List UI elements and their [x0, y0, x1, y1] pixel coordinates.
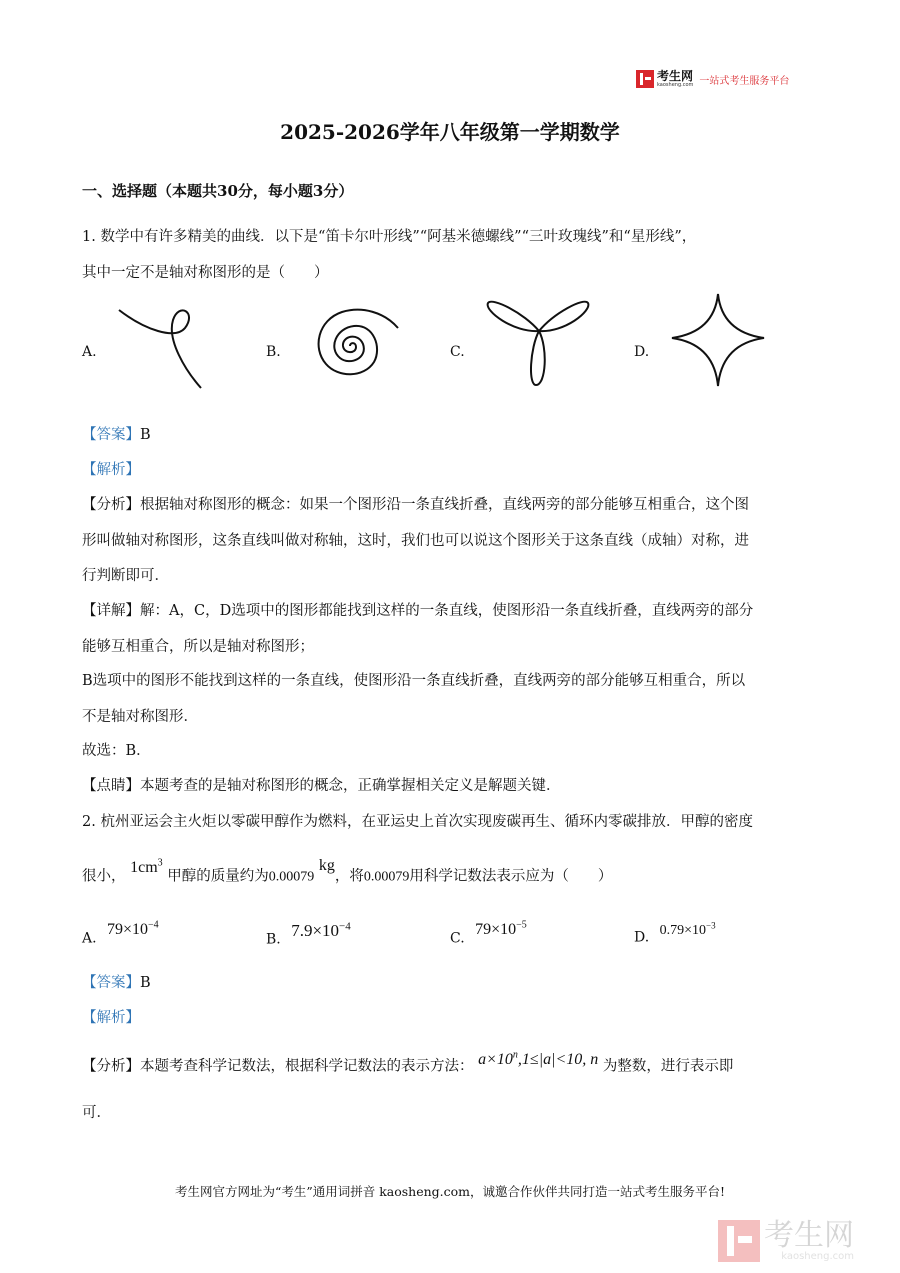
- q2-option-c-label: C.: [450, 930, 465, 947]
- q2-fenxi-label: 【分析】: [82, 1058, 140, 1075]
- q2-analysis-label: 【解析】: [82, 1010, 140, 1026]
- watermark-sub: kaosheng.com: [781, 1250, 854, 1262]
- q2-option-a-value: [107, 921, 159, 938]
- q2-unit: kg: [318, 857, 335, 875]
- q2-formula: [478, 1051, 598, 1068]
- q2-text-b: 甲醇的质量约为: [167, 868, 269, 885]
- page-title: 2025-2026学年八年级第一学期数学: [280, 120, 620, 144]
- q2-stem-line2: [82, 858, 822, 891]
- analysis-label: 【解析】: [82, 462, 140, 478]
- q2-option-d-value: [659, 920, 716, 938]
- q1-analysis-label: [82, 459, 822, 481]
- q2-volume: [130, 859, 163, 876]
- q1-dianjing: [82, 775, 822, 797]
- section-heading: 一、选择题（本题共30分，每小题3分）: [82, 182, 354, 200]
- q2-volume-base: 1cm: [130, 859, 158, 877]
- q2-option-a-base: 79×10: [107, 921, 149, 939]
- q1-xiangjie-line2: 能够互相重合，所以是轴对称图形；: [82, 639, 314, 655]
- q1-choose: 故选：B．: [82, 743, 151, 759]
- q2-mass: 0.00079: [268, 869, 315, 885]
- q2-option-b: [266, 920, 351, 949]
- q1-fenxi-line3: 行判断即可．: [82, 568, 169, 584]
- q2-text-d: 用科学记数法表示应为（ ）: [409, 868, 613, 885]
- fenxi-label: 【分析】: [82, 497, 140, 513]
- q1-option-a-label: A.: [82, 344, 97, 360]
- q2-option-d: [634, 920, 716, 947]
- q2-option-b-label: B.: [266, 931, 281, 948]
- q2-fenxi-line1: [82, 1048, 822, 1080]
- q2-option-b-value: [291, 921, 351, 940]
- answer-label: 【答案】: [82, 427, 140, 443]
- q1-stem-line2: 其中一定不是轴对称图形的是（ ）: [82, 265, 329, 281]
- astroid-figure: [668, 292, 768, 388]
- q2-answer-label: 【答案】: [82, 975, 140, 991]
- q2-answer: [82, 972, 822, 994]
- q1-xiangjie-line3: B选项中的图形不能找到这样的一条直线，使图形沿一条直线折叠，直线两旁的部分能够互相重合，所以: [82, 673, 746, 689]
- q2-option-b-exp: −4: [339, 920, 351, 932]
- answer-value: B: [140, 427, 151, 443]
- q2-text-a: 很小，: [82, 868, 126, 885]
- watermark-text: 考生网: [764, 1217, 854, 1253]
- xiangjie-text: 解：A，C，D选项中的图形都能找到这样的一条直线，使图形沿一条直线折叠，直线两旁的部分: [140, 603, 754, 619]
- q2-option-c: [450, 920, 527, 947]
- logo-text: [657, 70, 693, 88]
- q2-stem-line1: 2. 杭州亚运会主火炬以零碳甲醇作为燃料，在亚运史上首次实现废碳再生、循环内零碳排放．甲醇的密度: [82, 814, 753, 830]
- q1-xiangjie-line1: [82, 600, 822, 622]
- xiangjie-label: 【详解】: [82, 603, 140, 619]
- q2-formula-rest: ,1≤|a|<10, n: [517, 1051, 599, 1069]
- q2-option-a: [82, 920, 159, 947]
- logo-slogan: 一站式考生服务平台: [699, 75, 790, 87]
- header-logo: [636, 70, 789, 88]
- q2-option-a-exp: −4: [148, 920, 159, 931]
- q2-option-c-base: 79×10: [475, 921, 517, 939]
- q2-option-b-base: 7.9×10: [291, 920, 340, 940]
- q1-option-b-label: B.: [266, 344, 281, 360]
- dianjing-text: 本题考查的是轴对称图形的概念，正确掌握相关定义是解题关键．: [140, 778, 561, 794]
- q2-option-d-base: 0.79×10: [659, 922, 707, 938]
- q1-answer: [82, 424, 822, 446]
- kaosheng-logo-icon: [636, 70, 654, 88]
- q2-volume-exp: 3: [157, 858, 163, 869]
- watermark: [718, 1217, 854, 1262]
- q2-option-c-value: [475, 921, 527, 938]
- logo-name: 考生网: [657, 69, 694, 83]
- q2-answer-value: B: [140, 975, 151, 991]
- three-leaf-rose-figure: [484, 293, 594, 389]
- watermark-logo-icon: [718, 1220, 760, 1262]
- q2-fenxi-line2: 可．: [82, 1105, 111, 1121]
- q1-option-c-label: C.: [450, 344, 465, 360]
- q2-text-c: ，将: [334, 868, 364, 885]
- page-footer: 考生网官方网址为“考生”通用词拼音 kaosheng.com，诚邀合作伙伴共同打造一站式考生服务平台!: [174, 1184, 726, 1199]
- q2-formula-base: a×10: [478, 1051, 513, 1069]
- q2-fenxi-text: 本题考查科学记数法，根据科学记数法的表示方法：: [140, 1058, 474, 1075]
- folium-curve-figure: [115, 300, 215, 392]
- q1-xiangjie-line4: 不是轴对称图形．: [82, 709, 198, 725]
- logo-sub: kaosheng.com: [657, 82, 694, 88]
- dianjing-label: 【点睛】: [82, 778, 140, 794]
- archimedean-spiral-figure: [298, 298, 408, 388]
- q1-option-d-label: D.: [634, 344, 650, 360]
- fenxi-text: 根据轴对称图形的概念：如果一个图形沿一条直线折叠，直线两旁的部分能够互相重合，这个图: [140, 497, 749, 513]
- watermark-text-block: [760, 1217, 854, 1262]
- q2-formula-exp: n: [512, 1050, 518, 1061]
- q2-analysis: [82, 1007, 822, 1029]
- q2-fenxi-text-b: 为整数，进行表示即: [602, 1058, 734, 1075]
- q1-fenxi-line1: [82, 494, 822, 516]
- q1-stem-line1: 1. 数学中有许多精美的曲线．以下是“笛卡尔叶形线”“阿基米德螺线”“三叶玫瑰线”和“星形线”，: [82, 229, 697, 245]
- q2-option-d-exp: −3: [706, 920, 716, 930]
- q2-option-a-label: A.: [82, 930, 97, 947]
- q1-fenxi-line2: 形叫做轴对称图形，这条直线叫做对称轴，这时，我们也可以说这个图形关于这条直线（成轴）对称，进: [82, 533, 749, 549]
- q2-option-c-exp: −5: [516, 920, 527, 931]
- q2-option-d-label: D.: [634, 929, 650, 946]
- q2-number: 0.00079: [363, 869, 410, 885]
